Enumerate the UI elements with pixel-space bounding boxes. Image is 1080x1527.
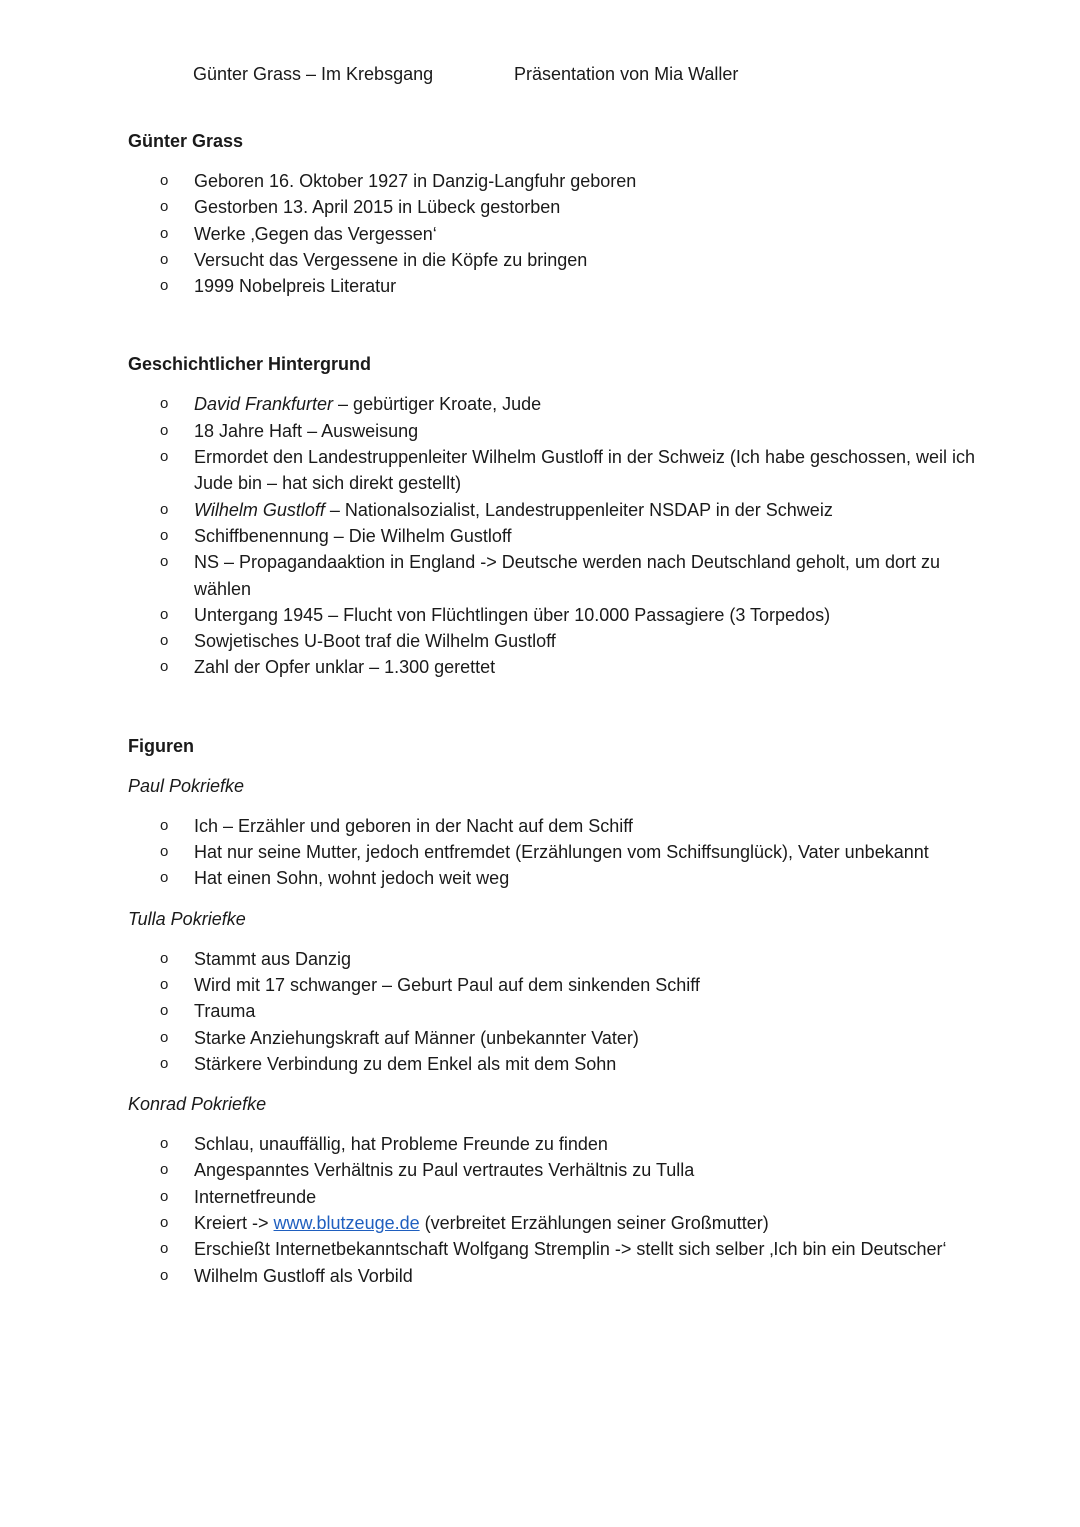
bullet-icon: o: [160, 250, 169, 268]
list-item-text: Wilhelm Gustloff als Vorbild: [194, 1265, 413, 1286]
list-item-text: Hat nur seine Mutter, jedoch entfremdet (Erzählungen vom Schiffsunglück), Vater unbekannt: [194, 842, 929, 863]
presenter-credit: Präsentation von Mia Waller: [514, 64, 739, 84]
list-item-text: Angespanntes Verhältnis zu Paul vertrautes Verhältnis zu Tulla: [194, 1160, 695, 1181]
tulla-list: [128, 946, 988, 1077]
list-item-text: Starke Anziehungskraft auf Männer (unbekannter Vater): [194, 1027, 639, 1048]
paul-list: [128, 813, 988, 892]
bullet-icon: o: [160, 172, 169, 189]
list-item: [128, 523, 988, 549]
list-item-text: 1999 Nobelpreis Literatur: [194, 276, 397, 297]
list-item: [128, 1263, 988, 1289]
list-item-text: 18 Jahre Haft – Ausweisung: [194, 420, 419, 441]
section-heading-author: Günter Grass: [128, 131, 244, 151]
link-prefix: Kreiert ->: [194, 1213, 274, 1234]
list-item: [128, 865, 988, 891]
list-item-text: Wird mit 17 schwanger – Geburt Paul auf dem sinkenden Schiff: [194, 974, 700, 995]
list-item-text: Ermordet den Landestruppenleiter Wilhelm Gustloff in der Schweiz (Ich habe geschossen, weil ich Jude bin – hat sich direkt gestellt): [194, 447, 976, 494]
bullet-icon: o: [160, 632, 169, 650]
bullet-icon: o: [160, 1266, 169, 1284]
list-item: [128, 1210, 988, 1236]
list-item-text: Erschießt Internetbekanntschaft Wolfgang Stremplin -> stellt sich selber ‚Ich bin ein Deutscher‘: [194, 1239, 947, 1260]
list-item-text: Schlau, unauffällig, hat Probleme Freunde zu finden: [194, 1134, 608, 1155]
list-item: [128, 1131, 988, 1157]
list-item: [128, 1236, 988, 1262]
list-item-text: Hat einen Sohn, wohnt jedoch weit weg: [194, 868, 510, 889]
list-item-text: Werke ‚Gegen das Vergessen‘: [194, 223, 437, 244]
list-item: [128, 602, 988, 628]
list-item: [128, 194, 988, 220]
list-item: [128, 1157, 988, 1183]
list-item: [128, 998, 988, 1024]
list-item-text: Ich – Erzähler und geboren in der Nacht auf dem Schiff: [194, 815, 633, 836]
link-suffix: (verbreitet Erzählungen seiner Großmutter): [419, 1213, 769, 1234]
list-item-emphasis: David Frankfurter: [194, 394, 334, 415]
bullet-icon: o: [160, 1240, 169, 1258]
bullet-icon: o: [160, 1135, 169, 1153]
bullet-icon: o: [160, 395, 169, 413]
section-heading-history: Geschichtlicher Hintergrund: [128, 354, 372, 375]
list-item-text: Sowjetisches U-Boot traf die Wilhelm Gustloff: [194, 631, 556, 652]
list-item: [128, 1184, 988, 1210]
list-item-emphasis: Wilhelm Gustloff: [194, 499, 325, 520]
list-item: [128, 628, 988, 654]
list-item-text: Versucht das Vergessene in die Köpfe zu bringen: [194, 249, 588, 270]
bullet-icon: o: [160, 448, 169, 466]
bullet-icon: o: [160, 658, 169, 676]
bullet-icon: o: [160, 1028, 169, 1046]
list-item-text: NS – Propagandaaktion in England -> Deutsche werden nach Deutschland geholt, um dort zu wählen: [194, 552, 940, 599]
list-item-text: – gebürtiger Kroate, Jude: [333, 394, 542, 415]
list-item-text: Untergang 1945 – Flucht von Flüchtlingen über 10.000 Passagiere (3 Torpedos): [194, 604, 831, 625]
bullet-icon: o: [160, 1214, 169, 1232]
bullet-icon: o: [160, 198, 169, 216]
list-item-text: Stammt aus Danzig: [194, 948, 352, 969]
konrad-list: [128, 1131, 988, 1289]
bullet-icon: o: [160, 1187, 169, 1205]
list-item-text: Stärkere Verbindung zu dem Enkel als mit dem Sohn: [194, 1053, 617, 1074]
list-item-text: Gestorben 13. April 2015 in Lübeck gestorben: [194, 197, 561, 218]
list-item: [128, 972, 988, 998]
list-item-text: Zahl der Opfer unklar – 1.300 gerettet: [194, 657, 496, 678]
list-item: [128, 221, 988, 247]
list-item: [128, 946, 988, 972]
bullet-icon: o: [160, 869, 169, 887]
document-title: Günter Grass – Im Krebsgang: [193, 64, 434, 84]
figure-name-tulla: Tulla Pokriefke: [128, 908, 246, 929]
list-item-text: Internetfreunde: [194, 1186, 317, 1207]
bullet-icon: o: [160, 975, 169, 993]
list-item: [128, 497, 988, 523]
bullet-icon: o: [160, 224, 169, 242]
list-item: [128, 839, 988, 865]
history-list: [128, 391, 988, 680]
list-item-text: Geboren 16. Oktober 1927 in Danzig-Langfuhr geboren: [194, 171, 637, 191]
list-item: [128, 549, 988, 602]
list-item: [128, 418, 988, 444]
bullet-icon: o: [160, 1054, 169, 1072]
bullet-icon: o: [160, 816, 169, 834]
bullet-icon: o: [160, 1002, 169, 1020]
list-item: [128, 168, 988, 194]
bullet-icon: o: [160, 843, 169, 861]
figure-name-konrad: Konrad Pokriefke: [128, 1094, 267, 1115]
website-link[interactable]: www.blutzeuge.de: [273, 1213, 420, 1234]
list-item: [128, 273, 988, 299]
bullet-icon: o: [160, 421, 169, 439]
section-heading-figures: Figuren: [128, 735, 194, 756]
page-header: [0, 64, 1080, 90]
list-item: [128, 444, 988, 497]
list-item: [128, 654, 988, 680]
bullet-icon: o: [160, 949, 169, 967]
list-item: [128, 247, 988, 273]
bullet-icon: o: [160, 277, 169, 295]
list-item: [128, 391, 988, 417]
bullet-icon: o: [160, 553, 169, 571]
author-list: [128, 168, 988, 299]
bullet-icon: o: [160, 500, 169, 518]
list-item-text: Schiffbenennung – Die Wilhelm Gustloff: [194, 525, 512, 546]
document-body: [128, 128, 988, 1289]
list-item: [128, 1025, 988, 1051]
figure-name-paul: Paul Pokriefke: [128, 775, 245, 796]
list-item-text: Trauma: [194, 1001, 256, 1022]
bullet-icon: o: [160, 605, 169, 623]
list-item: [128, 1051, 988, 1077]
list-item-text: – Nationalsozialist, Landestruppenleiter NSDAP in der Schweiz: [324, 499, 833, 520]
bullet-icon: o: [160, 526, 169, 544]
list-item: [128, 813, 988, 839]
bullet-icon: o: [160, 1161, 169, 1179]
